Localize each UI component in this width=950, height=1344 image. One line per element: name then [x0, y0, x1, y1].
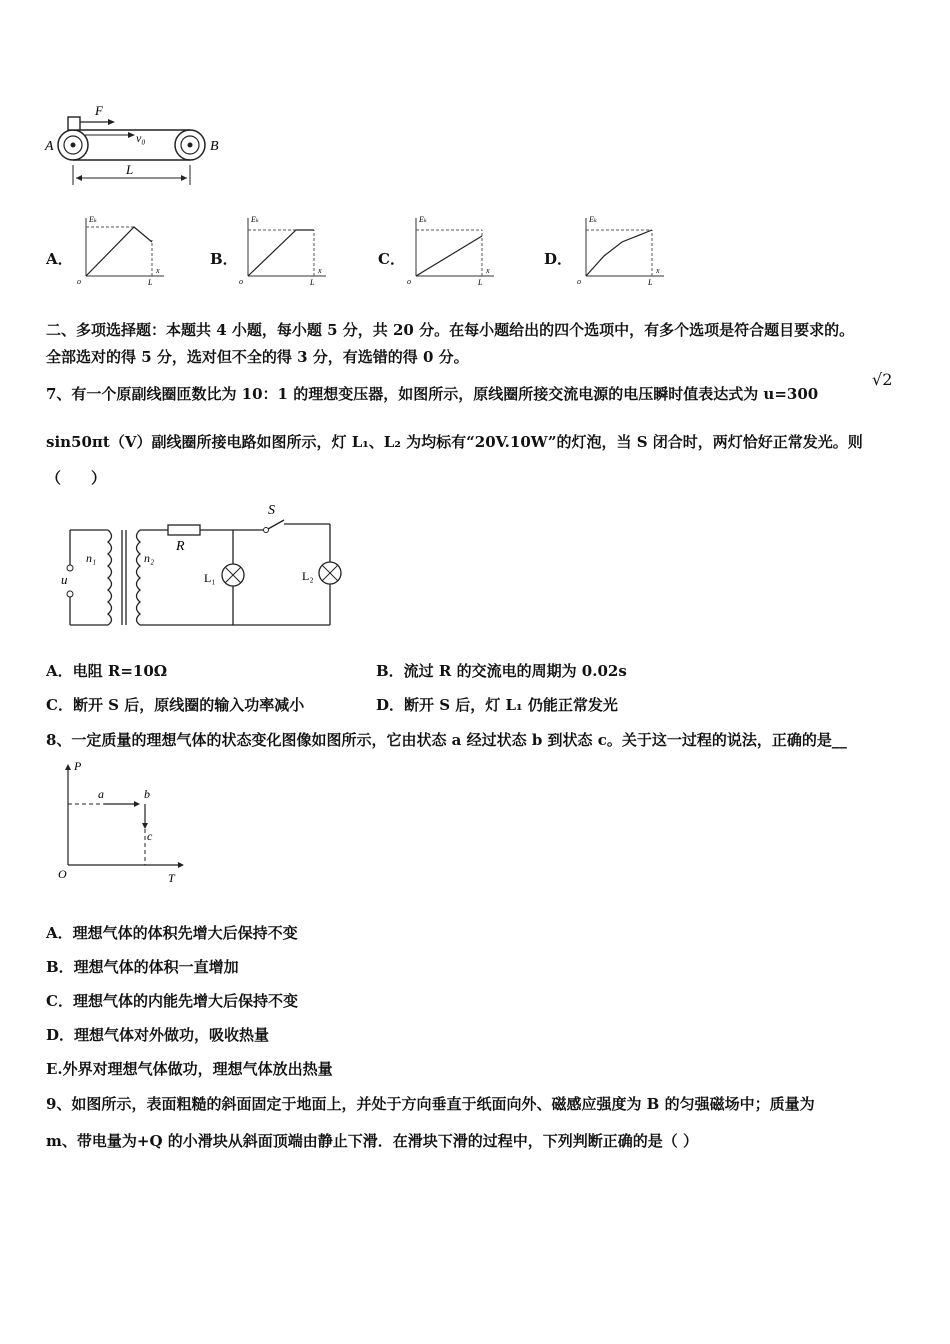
origin-label: o — [77, 277, 81, 286]
circuit-l2: L₂ — [302, 569, 314, 583]
option-c-letter: C． — [378, 250, 405, 268]
graph-t: T — [168, 871, 175, 885]
transformer-circuit — [58, 500, 348, 640]
q7-line2: sin50πt（V）副线圈所接电路如图所示，灯 L₁、L₂ 为均标有“20V.10W”的灯泡，当 S 闭合时，两灯恰好正常发光。则 — [46, 433, 863, 451]
circuit-l1: L₁ — [204, 571, 216, 585]
label-f: F — [95, 103, 103, 118]
q8-option-e: E.外界对理想气体做功，理想气体放出热量 — [46, 1060, 333, 1078]
q7-sqrt: √2 — [872, 370, 893, 389]
l-tick-label: L — [648, 278, 653, 287]
ek-axis-label: Eₖ — [89, 215, 97, 224]
q7-paren: （ ） — [46, 469, 107, 487]
q8-option-a: A．理想气体的体积先增大后保持不变 — [46, 924, 298, 942]
option-d-letter: D． — [544, 250, 573, 268]
circuit-r: R — [176, 539, 185, 554]
ek-axis-label: Eₖ — [589, 215, 597, 224]
q9-line2: m、带电量为+Q 的小滑块从斜面顶端由静止下滑．在滑块下滑的过程中，下列判断正确的是（ ） — [46, 1132, 698, 1150]
ek-graph-d — [574, 212, 674, 288]
q8-option-b: B．理想气体的体积一直增加 — [46, 958, 239, 976]
ek-graph-b — [236, 212, 336, 288]
label-v: v₀ — [136, 131, 146, 145]
option-b-letter: B． — [210, 250, 238, 268]
circuit-s: S — [268, 503, 275, 518]
graph-b: b — [144, 787, 150, 801]
l-tick-label: L — [310, 278, 315, 287]
graph-c: c — [147, 829, 153, 843]
conveyor-figure — [40, 100, 240, 190]
origin-label: o — [407, 277, 411, 286]
l-tick-label: L — [148, 278, 153, 287]
origin-label: o — [577, 277, 581, 286]
section2-line2: 全部选对的得 5 分，选对但不全的得 3 分，有选错的得 0 分。 — [46, 348, 469, 366]
q7-line1: 7、有一个原副线圈匝数比为 10：1 的理想变压器，如图所示，原线圈所接交流电源的电压瞬时值表达式为 u=300 — [46, 385, 819, 403]
circuit-n1: n₁ — [86, 551, 97, 565]
graph-o: O — [58, 867, 67, 881]
q7-option-c: C．断开 S 后，原线圈的输入功率减小 — [46, 696, 305, 714]
q8-option-d: D．理想气体对外做功，吸收热量 — [46, 1026, 270, 1044]
q7-option-d: D．断开 S 后，灯 L₁ 仍能正常发光 — [376, 696, 618, 714]
ek-axis-label: Eₖ — [251, 215, 259, 224]
ek-axis-label: Eₖ — [419, 215, 427, 224]
x-axis-label: x — [486, 266, 490, 275]
label-l: L — [126, 162, 134, 177]
graph-p: P — [74, 760, 82, 773]
graph-a: a — [98, 787, 104, 801]
section2-line1: 二、多项选择题：本题共 4 小题，每小题 5 分，共 20 分。在每小题给出的四个选项中，有多个选项是符合题目要求的。 — [46, 321, 855, 339]
x-axis-label: x — [318, 266, 322, 275]
l-tick-label: L — [478, 278, 483, 287]
label-a: A — [45, 139, 54, 154]
ek-graph-c — [404, 212, 504, 288]
pt-graph — [52, 760, 192, 888]
option-a-letter: A． — [46, 250, 73, 268]
label-b: B — [210, 139, 219, 154]
x-axis-label: x — [656, 266, 660, 275]
origin-label: o — [239, 277, 243, 286]
ek-graph-a — [74, 212, 174, 288]
q8-option-c: C．理想气体的内能先增大后保持不变 — [46, 992, 298, 1010]
x-axis-label: x — [156, 266, 160, 275]
q8-line1: 8、一定质量的理想气体的状态变化图像如图所示，它由状态 a 经过状态 b 到状态 c。关于这一过程的说法，正确的是__ — [46, 731, 847, 749]
circuit-u: u — [61, 572, 68, 587]
circuit-n2: n₂ — [144, 551, 155, 565]
q7-option-a: A．电阻 R=10Ω — [46, 662, 168, 680]
q9-line1: 9、如图所示，表面粗糙的斜面固定于地面上，并处于方向垂直于纸面向外、磁感应强度为 B 的匀强磁场中；质量为 — [46, 1095, 815, 1113]
q7-option-b: B．流过 R 的交流电的周期为 0.02s — [376, 662, 627, 680]
